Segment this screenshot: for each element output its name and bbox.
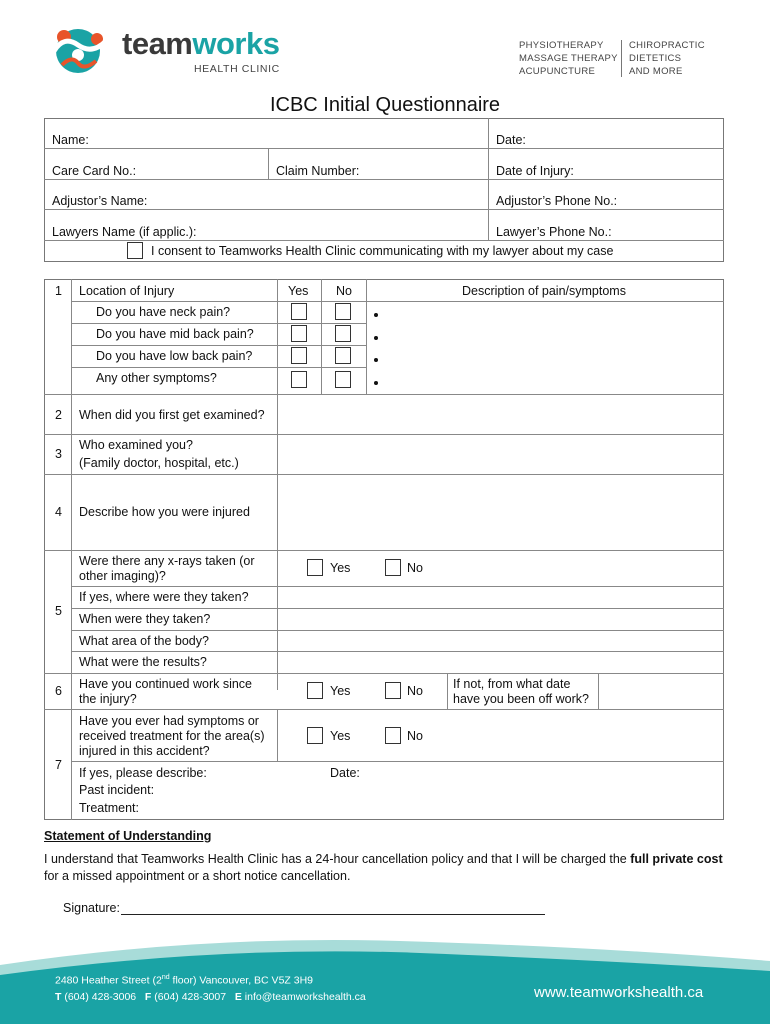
bullet-icon [374,381,378,385]
email-link[interactable]: info@teamworkshealth.ca [244,991,366,1003]
statement-text-line2: for a missed appointment or a short notice cancellation. [44,869,351,883]
col-divider [321,279,322,394]
phone-label: T [55,991,62,1003]
col-divider [277,709,278,761]
who-examined-label-line1: Who examined you? [79,438,193,452]
row-divider [44,179,724,180]
xray-results-label: What were the results? [79,655,207,669]
xray-yes-checkbox[interactable] [307,559,323,576]
yes-column-header: Yes [288,284,309,298]
row-divider [44,550,724,551]
service-item: MASSAGE THERAPY [519,53,618,64]
statement-text: I understand that Teamworks Health Clinic has a 24-hour cancellation policy and that I will be charged the [44,852,631,866]
xray-results-answer[interactable] [279,653,723,672]
other-symptoms-no-checkbox[interactable] [335,371,351,388]
service-item: PHYSIOTHERAPY [519,40,604,51]
row-divider [44,394,724,395]
service-item: ACUPUNCTURE [519,66,596,77]
bullet-icon [374,313,378,317]
low-back-yes-checkbox[interactable] [291,347,307,364]
claim-number-field[interactable]: Claim Number: [276,164,360,178]
xray-where-answer[interactable] [279,588,723,607]
who-examined-label-line2: (Family doctor, hospital, etc.) [79,456,239,470]
prior-symptoms-label-line2: received treatment for the area(s) [79,729,265,743]
logo-word-works: works [192,26,280,61]
website-link[interactable]: www.teamworkshealth.ca [534,984,704,1001]
address-sup: nd [161,974,170,981]
date-field[interactable]: Date: [496,133,526,147]
services-column-1 [519,39,618,78]
row-divider [71,761,724,762]
question-number: 7 [55,758,62,772]
xray-where-label: If yes, where were they taken? [79,590,249,604]
date-of-injury-field[interactable]: Date of Injury: [496,164,574,178]
question-number: 5 [55,604,62,618]
footer-address [55,974,313,987]
row-divider [44,240,724,241]
no-column-header: No [336,284,352,298]
mid-back-pain-question: Do you have mid back pain? [96,327,254,341]
col-divider [447,673,448,709]
col-divider [598,673,599,709]
prior-symptoms-label-line1: Have you ever had symptoms or [79,714,259,728]
lawyer-name-field[interactable]: Lawyers Name (if applic.): [52,225,197,239]
bullet-icon [374,336,378,340]
row-divider [44,709,724,710]
xray-no-checkbox[interactable] [385,559,401,576]
neck-pain-no-checkbox[interactable] [335,303,351,320]
logo-subtitle: HEALTH CLINIC [194,63,280,75]
statement-heading: Statement of Understanding [44,829,212,843]
neck-pain-yes-checkbox[interactable] [291,303,307,320]
neck-pain-question: Do you have neck pain? [96,305,231,319]
consent-checkbox[interactable] [127,242,143,259]
email-label: E [234,991,242,1003]
continued-work-yes-checkbox[interactable] [307,682,323,699]
question-number: 6 [55,684,62,698]
continued-work-label-line1: Have you continued work since [79,677,253,691]
xray-area-answer[interactable] [279,632,723,650]
mid-back-no-checkbox[interactable] [335,325,351,342]
xray-when-answer[interactable] [279,610,723,629]
continued-work-no-label: No [407,684,423,698]
adjustor-phone-field[interactable]: Adjustor’s Phone No.: [496,194,618,208]
question-col-divider [277,279,278,690]
location-of-injury-label: Location of Injury [79,284,175,298]
fax-label: F [144,991,152,1003]
adjustor-name-field[interactable]: Adjustor’s Name: [52,194,148,208]
row-divider [44,148,724,149]
question-number: 1 [55,284,62,298]
service-item: CHIROPRACTIC [629,40,705,51]
service-item: AND MORE [629,66,683,77]
row-divider [44,209,724,210]
who-examined-answer[interactable] [279,436,723,473]
continued-work-no-checkbox[interactable] [385,682,401,699]
row-divider [71,586,724,587]
col-divider [488,118,489,240]
lawyer-phone-field[interactable]: Lawyer’s Phone No.: [496,225,612,239]
past-incident-label: Past incident: [79,783,155,797]
row-divider [44,474,724,475]
low-back-no-checkbox[interactable] [335,347,351,364]
off-work-label-line2: have you been off work? [453,692,589,706]
xray-label-line2: other imaging)? [79,569,166,583]
question-number: 4 [55,505,62,519]
teamworks-logo-icon [48,25,114,77]
continued-work-yes-label: Yes [330,684,351,698]
logo-wordmark [122,26,279,62]
xray-when-label: When were they taken? [79,612,211,626]
question-number: 3 [55,447,62,461]
services-divider [621,40,622,77]
question-number: 2 [55,408,62,422]
treatment-label: Treatment: [79,801,139,815]
row-divider [71,323,366,324]
row-divider [71,301,724,302]
other-symptoms-yes-checkbox[interactable] [291,371,307,388]
off-work-label-line1: If not, from what date [453,677,571,691]
page-title: ICBC Initial Questionnaire [269,94,501,116]
prior-symptoms-yes-label: Yes [330,729,351,743]
phone-number[interactable]: (604) 428-3006 [64,991,137,1003]
signature-line[interactable] [121,914,545,915]
description-column-header: Description of pain/symptoms [462,284,626,298]
prior-symptoms-yes-checkbox[interactable] [307,727,323,744]
first-examined-label: When did you first get examined? [79,408,265,422]
row-divider [71,630,724,631]
row-divider [71,651,724,652]
xray-yes-label: Yes [330,561,351,575]
xray-area-label: What area of the body? [79,634,209,648]
col-divider [268,148,269,179]
col-divider [366,279,367,394]
fax-number: (604) 428-3007 [154,991,227,1003]
please-describe-label: If yes, please describe: [79,766,207,780]
row-divider [44,673,724,674]
row-divider [71,367,366,368]
bullet-icon [374,358,378,362]
address-text: 2480 Heather Street (2 [55,974,162,987]
other-symptoms-question: Any other symptoms? [96,371,217,385]
statement-text-line1 [44,852,723,867]
signature-label: Signature: [63,901,120,915]
consent-label: I consent to Teamworks Health Clinic communicating with my lawyer about my case [151,244,614,258]
first-examined-answer[interactable] [279,396,723,433]
prior-symptoms-no-checkbox[interactable] [385,727,401,744]
low-back-pain-question: Do you have low back pain? [96,349,253,363]
row-divider [71,345,366,346]
footer-contact [55,991,366,1003]
row-divider [44,434,724,435]
services-column-2 [629,39,705,78]
prior-symptoms-no-label: No [407,729,423,743]
logo-word-team: team [122,26,193,61]
care-card-field[interactable]: Care Card No.: [52,164,137,178]
continued-work-label-line2: the injury? [79,692,137,706]
xray-no-label: No [407,561,423,575]
prior-symptoms-label-line3: injured in this accident? [79,744,210,758]
pain-description-area[interactable] [380,303,722,393]
name-field[interactable]: Name: [52,133,89,147]
service-item: DIETETICS [629,53,682,64]
xray-label-line1: Were there any x-rays taken (or [79,554,255,568]
row-divider [71,608,724,609]
statement-bold-text: full private cost [630,852,723,866]
off-work-date-answer[interactable] [600,675,723,708]
mid-back-yes-checkbox[interactable] [291,325,307,342]
how-injured-answer[interactable] [279,476,723,549]
how-injured-label: Describe how you were injured [79,505,250,519]
address-text: floor) Vancouver, BC V5Z 3H9 [169,974,313,987]
prior-date-label: Date: [330,766,360,780]
